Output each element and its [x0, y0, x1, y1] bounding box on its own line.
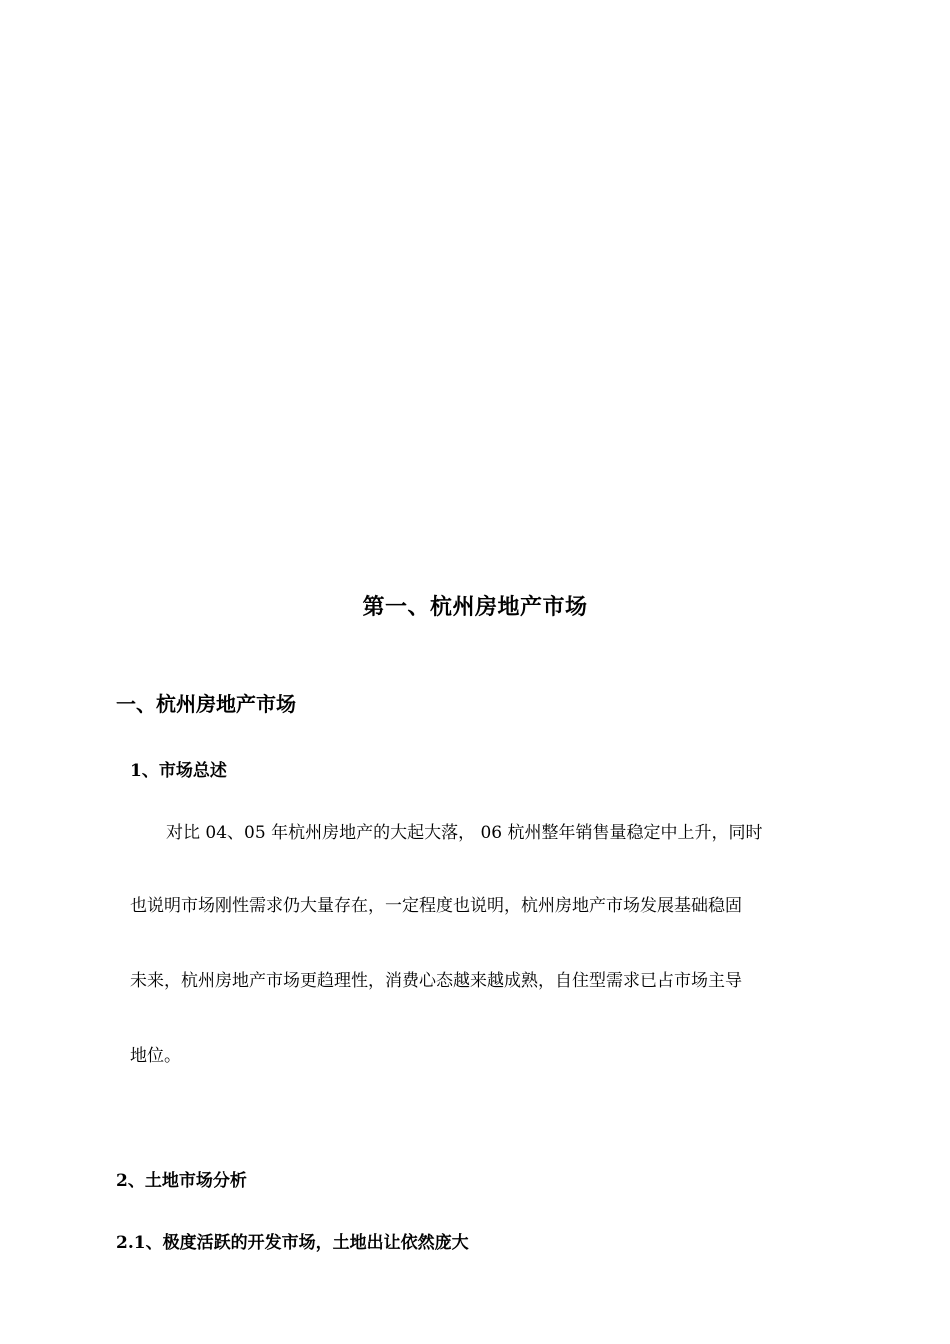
paragraph-line-4: 地位。 — [130, 1046, 181, 1066]
section-heading: 一、杭州房地产市场 — [116, 692, 296, 716]
paragraph-line-2: 也说明市场刚性需求仍大量存在，一定程度也说明，杭州房地产市场发展基础稳固 — [130, 896, 742, 916]
paragraph-line-1: 对比 04、05 年杭州房地产的大起大落， 06 杭州整年销售量稳定中上升，同时 — [166, 823, 763, 843]
subsection-heading-land-market: 2、土地市场分析 — [116, 1171, 247, 1191]
chapter-title: 第一、杭州房地产市场 — [362, 594, 588, 620]
subsubsection-heading-land-supply: 2.1、极度活跃的开发市场，土地出让依然庞大 — [116, 1233, 469, 1253]
paragraph-line-3: 未来，杭州房地产市场更趋理性，消费心态越来越成熟，自住型需求已占市场主导 — [130, 971, 742, 991]
subsection-heading-market-overview: 1、市场总述 — [130, 761, 227, 781]
